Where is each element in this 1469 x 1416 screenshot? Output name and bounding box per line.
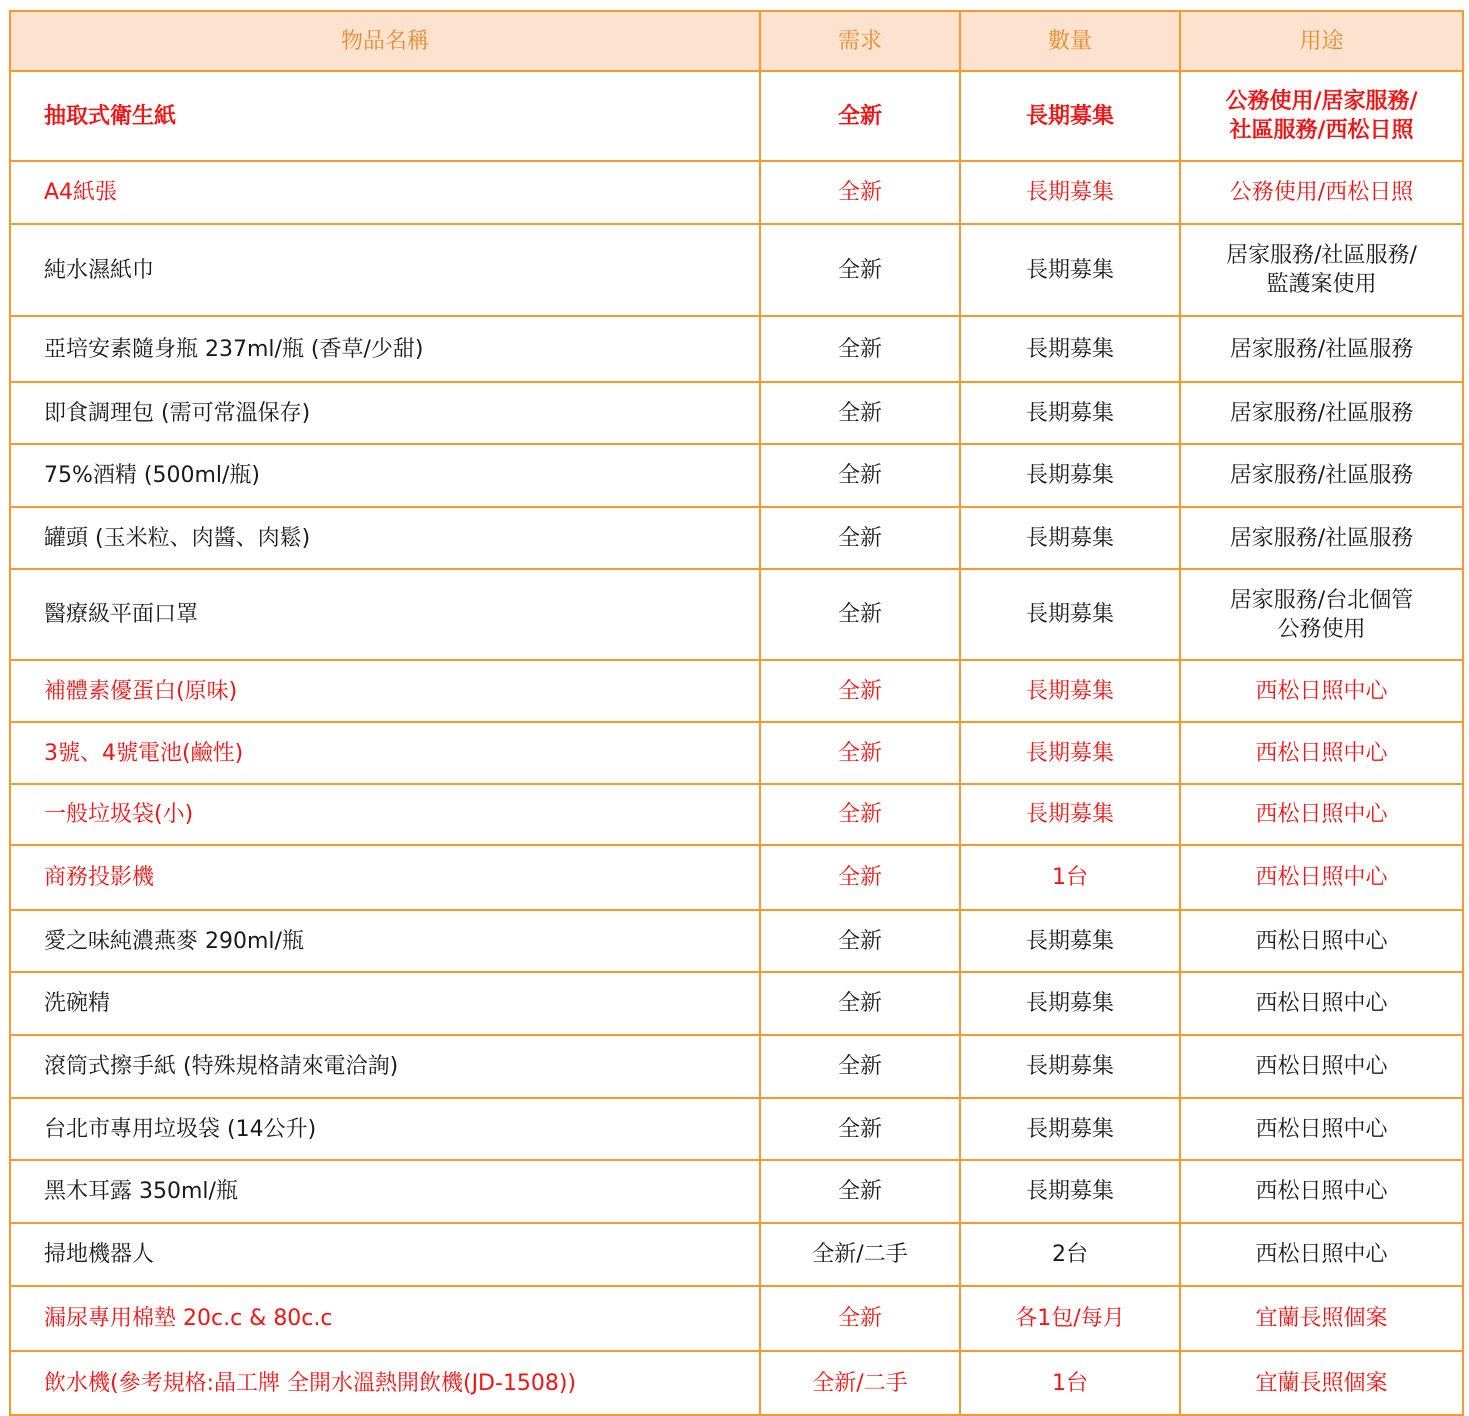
usage-line: 居家服務/台北個管 xyxy=(1229,587,1414,613)
header-row xyxy=(10,11,1463,71)
item-name-cell: 75%酒精 (500ml/瓶) xyxy=(10,444,760,507)
usage-line: 西松日照中心 xyxy=(1255,865,1388,890)
item-quantity-cell: 長期募集 xyxy=(960,784,1180,845)
item-usage-cell xyxy=(1180,1035,1463,1098)
usage-line: 西松日照中心 xyxy=(1255,1054,1388,1079)
item-name-cell: 洗碗精 xyxy=(10,972,760,1035)
item-need-cell: 全新 xyxy=(760,845,960,910)
table-row xyxy=(10,382,1463,444)
usage-line: 西松日照中心 xyxy=(1255,1116,1388,1142)
table-row xyxy=(10,444,1463,507)
header-need: 需求 xyxy=(760,11,960,71)
table-row xyxy=(10,1286,1463,1351)
usage-line: 居家服務/社區服務 xyxy=(1229,463,1414,488)
table-row xyxy=(10,1160,1463,1223)
item-name-cell: 台北市專用垃圾袋 (14公升) xyxy=(10,1098,760,1160)
item-name-cell: 抽取式衛生紙 xyxy=(10,71,760,161)
item-usage-cell xyxy=(1180,161,1463,224)
usage-line: 公務使用/居家服務/ xyxy=(1225,89,1418,114)
table-row xyxy=(10,224,1463,316)
item-name-cell: 滾筒式擦手紙 (特殊規格請來電洽詢) xyxy=(10,1035,760,1098)
table-row xyxy=(10,845,1463,910)
item-need-cell: 全新 xyxy=(760,972,960,1035)
usage-line: 監護案使用 xyxy=(1266,272,1377,297)
donation-items-table xyxy=(9,10,1464,1416)
item-quantity-cell: 長期募集 xyxy=(960,382,1180,444)
item-need-cell: 全新/二手 xyxy=(760,1351,960,1415)
item-usage-cell xyxy=(1180,569,1463,660)
item-need-cell: 全新 xyxy=(760,382,960,444)
item-need-cell: 全新/二手 xyxy=(760,1223,960,1286)
item-need-cell: 全新 xyxy=(760,1035,960,1098)
item-quantity-cell: 長期募集 xyxy=(960,972,1180,1035)
item-need-cell: 全新 xyxy=(760,224,960,316)
item-need-cell: 全新 xyxy=(760,660,960,722)
item-name-cell: A4紙張 xyxy=(10,161,760,224)
usage-line: 公務使用 xyxy=(1277,616,1366,642)
usage-line: 居家服務/社區服務/ xyxy=(1226,243,1417,268)
usage-line: 西松日照中心 xyxy=(1255,802,1388,827)
item-name-cell: 亞培安素隨身瓶 237ml/瓶 (香草/少甜) xyxy=(10,316,760,382)
item-name-cell: 飲水機(參考規格:晶工牌 全開水溫熱開飲機(JD-1508)) xyxy=(10,1351,760,1415)
table-row xyxy=(10,660,1463,722)
usage-line: 西松日照中心 xyxy=(1255,1242,1388,1267)
usage-line: 居家服務/社區服務 xyxy=(1229,400,1414,426)
item-name-cell: 補體素優蛋白(原味) xyxy=(10,660,760,722)
item-usage-cell xyxy=(1180,784,1463,845)
item-quantity-cell: 長期募集 xyxy=(960,507,1180,569)
item-usage-cell xyxy=(1180,224,1463,316)
item-name-cell: 一般垃圾袋(小) xyxy=(10,784,760,845)
item-name-cell: 掃地機器人 xyxy=(10,1223,760,1286)
table-row xyxy=(10,507,1463,569)
usage-line: 西松日照中心 xyxy=(1255,928,1388,954)
item-usage-cell xyxy=(1180,1351,1463,1415)
item-name-cell: 醫療級平面口罩 xyxy=(10,569,760,660)
usage-line: 社區服務/西松日照 xyxy=(1229,118,1414,143)
item-name-cell: 黑木耳露 350ml/瓶 xyxy=(10,1160,760,1223)
table-header xyxy=(10,11,1463,71)
item-need-cell: 全新 xyxy=(760,161,960,224)
item-quantity-cell: 長期募集 xyxy=(960,316,1180,382)
table-row xyxy=(10,1035,1463,1098)
table-row xyxy=(10,161,1463,224)
item-usage-cell xyxy=(1180,316,1463,382)
item-usage-cell xyxy=(1180,845,1463,910)
item-name-cell: 罐頭 (玉米粒、肉醬、肉鬆) xyxy=(10,507,760,569)
item-usage-cell xyxy=(1180,444,1463,507)
table-row xyxy=(10,972,1463,1035)
item-quantity-cell: 各1包/每月 xyxy=(960,1286,1180,1351)
item-name-cell: 商務投影機 xyxy=(10,845,760,910)
usage-line: 西松日照中心 xyxy=(1255,678,1388,704)
item-quantity-cell: 長期募集 xyxy=(960,1035,1180,1098)
item-quantity-cell: 1台 xyxy=(960,845,1180,910)
item-quantity-cell: 長期募集 xyxy=(960,161,1180,224)
item-need-cell: 全新 xyxy=(760,722,960,784)
table-body xyxy=(10,71,1463,1415)
item-need-cell: 全新 xyxy=(760,784,960,845)
item-usage-cell xyxy=(1180,1160,1463,1223)
usage-line: 宜蘭長照個案 xyxy=(1255,1370,1388,1396)
usage-line: 西松日照中心 xyxy=(1255,1179,1388,1204)
table-row xyxy=(10,910,1463,972)
usage-line: 宜蘭長照個案 xyxy=(1255,1306,1388,1331)
item-name-cell: 3號、4號電池(鹼性) xyxy=(10,722,760,784)
header-quantity: 數量 xyxy=(960,11,1180,71)
item-need-cell: 全新 xyxy=(760,316,960,382)
item-usage-cell xyxy=(1180,382,1463,444)
item-need-cell: 全新 xyxy=(760,910,960,972)
item-usage-cell xyxy=(1180,660,1463,722)
table-row xyxy=(10,722,1463,784)
item-quantity-cell: 長期募集 xyxy=(960,71,1180,161)
table-row xyxy=(10,1351,1463,1415)
item-need-cell: 全新 xyxy=(760,444,960,507)
usage-line: 居家服務/社區服務 xyxy=(1229,525,1414,551)
item-quantity-cell: 長期募集 xyxy=(960,444,1180,507)
item-name-cell: 漏尿專用棉墊 20c.c & 80c.c xyxy=(10,1286,760,1351)
item-quantity-cell: 長期募集 xyxy=(960,660,1180,722)
table-row xyxy=(10,784,1463,845)
table-row xyxy=(10,569,1463,660)
table-row xyxy=(10,1223,1463,1286)
item-usage-cell xyxy=(1180,972,1463,1035)
item-quantity-cell: 2台 xyxy=(960,1223,1180,1286)
item-need-cell: 全新 xyxy=(760,1098,960,1160)
item-need-cell: 全新 xyxy=(760,1286,960,1351)
item-quantity-cell: 長期募集 xyxy=(960,1098,1180,1160)
table-row xyxy=(10,71,1463,161)
item-quantity-cell: 1台 xyxy=(960,1351,1180,1415)
item-need-cell: 全新 xyxy=(760,1160,960,1223)
item-usage-cell xyxy=(1180,1223,1463,1286)
header-item-name: 物品名稱 xyxy=(10,11,760,71)
item-usage-cell xyxy=(1180,722,1463,784)
usage-line: 西松日照中心 xyxy=(1255,740,1388,766)
item-usage-cell xyxy=(1180,1098,1463,1160)
item-quantity-cell: 長期募集 xyxy=(960,569,1180,660)
item-usage-cell xyxy=(1180,1286,1463,1351)
item-name-cell: 純水濕紙巾 xyxy=(10,224,760,316)
table-row xyxy=(10,316,1463,382)
usage-line: 公務使用/西松日照 xyxy=(1229,180,1414,205)
usage-line: 西松日照中心 xyxy=(1255,991,1388,1016)
item-quantity-cell: 長期募集 xyxy=(960,1160,1180,1223)
item-name-cell: 即食調理包 (需可常溫保存) xyxy=(10,382,760,444)
item-quantity-cell: 長期募集 xyxy=(960,722,1180,784)
item-usage-cell xyxy=(1180,507,1463,569)
item-name-cell: 愛之味純濃燕麥 290ml/瓶 xyxy=(10,910,760,972)
item-need-cell: 全新 xyxy=(760,569,960,660)
table-row xyxy=(10,1098,1463,1160)
item-usage-cell xyxy=(1180,71,1463,161)
header-usage: 用途 xyxy=(1180,11,1463,71)
item-need-cell: 全新 xyxy=(760,71,960,161)
usage-line: 居家服務/社區服務 xyxy=(1229,336,1414,362)
item-quantity-cell: 長期募集 xyxy=(960,910,1180,972)
item-quantity-cell: 長期募集 xyxy=(960,224,1180,316)
item-usage-cell xyxy=(1180,910,1463,972)
item-need-cell: 全新 xyxy=(760,507,960,569)
